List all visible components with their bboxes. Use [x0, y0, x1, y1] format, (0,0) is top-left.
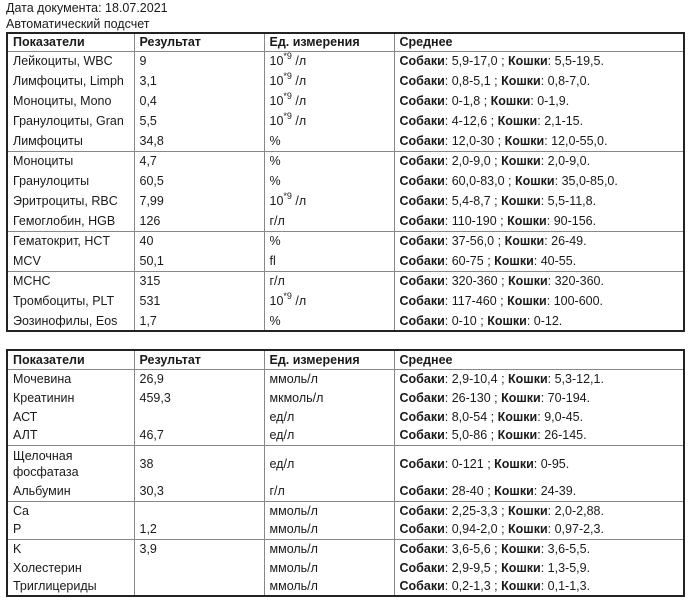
cats-label: Кошки	[508, 274, 548, 289]
unit-text: ммоль/л	[269, 541, 318, 556]
unit-cell	[264, 91, 394, 111]
unit-text: ммоль/л	[269, 522, 318, 537]
cats-label: Кошки	[490, 94, 531, 108]
unit-base: 10	[269, 74, 284, 88]
reference-range: Собаки: 8,0-54 ; Кошки: 9,0-45.	[399, 409, 584, 424]
cats-range: 24-39.	[540, 484, 577, 499]
dogs-label: Собаки	[399, 294, 445, 308]
dogs-label: Собаки	[399, 154, 445, 169]
table-row	[7, 171, 684, 191]
table-row	[7, 151, 684, 171]
cats-range: 5,5-11,8.	[547, 194, 597, 208]
result-value: 26,9	[134, 369, 264, 388]
dogs-range: 37-56,0	[451, 234, 495, 249]
unit-cell	[264, 51, 394, 71]
unit-cell	[264, 577, 394, 596]
table-row	[7, 407, 684, 426]
table-row	[7, 520, 684, 539]
reference-range: Собаки: 0,8-5,1 ; Кошки: 0,8-7,0.	[399, 74, 591, 88]
cats-range: 40-55.	[540, 253, 577, 268]
dogs-range: 2,0-9,0	[451, 154, 491, 169]
unit-cell	[264, 251, 394, 271]
dogs-label: Собаки	[399, 390, 445, 405]
cats-range: 100-600.	[553, 294, 604, 308]
table-row	[7, 71, 684, 91]
biochemistry-table	[6, 349, 685, 597]
table-row	[7, 501, 684, 520]
result-value	[134, 407, 264, 426]
result-value: 9	[134, 51, 264, 71]
dogs-label: Собаки	[399, 133, 445, 148]
cats-range: 2,0-9,0.	[547, 154, 591, 169]
unit-suffix: /л	[295, 194, 307, 208]
cats-range: 90-156.	[553, 213, 597, 228]
unit-text: ед/л	[269, 428, 295, 443]
reference-range: Собаки: 320-360 ; Кошки: 320-360.	[399, 274, 604, 289]
table-row	[7, 191, 684, 211]
table-row	[7, 51, 684, 71]
result-value: 126	[134, 211, 264, 231]
table-row	[7, 231, 684, 251]
dogs-label: Собаки	[399, 94, 445, 108]
result-value	[134, 577, 264, 596]
reference-range: Собаки: 12,0-30 ; Кошки: 12,0-55,0.	[394, 131, 684, 151]
cats-label: Кошки	[508, 522, 548, 537]
blood-count-table	[6, 32, 685, 332]
table-row	[7, 558, 684, 577]
unit-text: ммоль/л	[269, 560, 318, 575]
table-row	[7, 426, 684, 445]
indicator-name: Моноциты	[7, 151, 134, 171]
auto-count-label: Автоматический подсчет	[6, 17, 150, 31]
cats-range: 3,6-5,5.	[547, 541, 591, 556]
unit-base: 10	[269, 114, 284, 128]
dogs-label: Собаки	[399, 174, 445, 188]
cats-range: 0,97-2,3.	[554, 522, 604, 537]
cats-label: Кошки	[507, 294, 547, 308]
dogs-label: Собаки	[399, 274, 445, 289]
unit-cell	[264, 445, 394, 482]
dogs-label: Собаки	[399, 522, 445, 537]
cats-range: 0-12.	[533, 313, 563, 328]
unit-cell	[264, 191, 394, 211]
indicator-name: Креатинин	[7, 388, 134, 407]
unit-suffix: /л	[295, 54, 307, 69]
unit-suffix: /л	[295, 114, 307, 128]
col-header-reference: Среднее	[394, 33, 684, 51]
table-row	[7, 369, 684, 388]
unit-cell	[264, 171, 394, 191]
unit-text: ед/л	[269, 409, 295, 424]
dogs-label: Собаки	[399, 484, 445, 499]
unit-cell	[264, 388, 394, 407]
unit-suffix: /л	[295, 74, 307, 88]
indicator-name: MCV	[7, 251, 134, 271]
result-value: 4,7	[134, 151, 264, 171]
cats-range: 0,1-1,3.	[547, 579, 591, 593]
cats-label: Кошки	[508, 503, 548, 518]
result-value: 459,3	[134, 388, 264, 407]
unit-exponent: *9	[283, 290, 292, 301]
result-value: 531	[134, 291, 264, 311]
dogs-range: 0,2-1,3	[451, 579, 491, 593]
unit-exponent: *9	[283, 90, 292, 101]
result-value: 5,5	[134, 111, 264, 131]
unit-cell	[264, 291, 394, 311]
dogs-range: 4-12,6	[451, 114, 488, 128]
dogs-label: Собаки	[399, 234, 445, 249]
result-value: 46,7	[134, 426, 264, 445]
dogs-label: Собаки	[399, 503, 445, 518]
document-date: Дата документа: 18.07.2021	[6, 1, 168, 15]
unit-base: 10	[269, 194, 284, 208]
cats-range: 0-1,9.	[537, 94, 570, 108]
unit-text: ммоль/л	[269, 371, 318, 386]
cats-range: 0-95.	[540, 456, 570, 471]
indicator-name: Гранулоциты, Gran	[7, 111, 134, 131]
unit-text: г/л	[269, 484, 285, 499]
dogs-label: Собаки	[399, 213, 445, 228]
unit-base: 10	[269, 294, 284, 308]
table-row	[7, 311, 684, 331]
table-row	[7, 131, 684, 151]
table-row	[7, 211, 684, 231]
result-value: 1,2	[134, 520, 264, 539]
unit-cell	[264, 501, 394, 520]
reference-range: Собаки: 5,0-86 ; Кошки: 26-145.	[394, 426, 684, 445]
indicator-name: Триглицериды	[7, 577, 134, 596]
unit-suffix: /л	[295, 294, 307, 308]
cats-range: 35,0-85,0.	[561, 174, 618, 188]
dogs-label: Собаки	[399, 253, 445, 268]
dogs-range: 12,0-30	[451, 133, 495, 148]
dogs-label: Собаки	[399, 456, 445, 471]
col-header-reference: Среднее	[394, 350, 684, 369]
reference-range: Собаки: 3,6-5,6 ; Кошки: 3,6-5,5.	[399, 541, 591, 556]
unit-cell	[264, 211, 394, 231]
unit-cell	[264, 426, 394, 445]
unit-exponent: *9	[283, 51, 292, 62]
reference-range: Собаки: 5,9-17,0 ; Кошки: 5,5-19,5.	[399, 54, 604, 69]
table-row	[7, 482, 684, 501]
indicator-name: Щелочная фосфатаза	[7, 445, 134, 482]
dogs-range: 320-360	[451, 274, 498, 289]
reference-range: Собаки: 110-190 ; Кошки: 90-156.	[394, 211, 684, 231]
col-header-unit: Ед. измерения	[264, 33, 394, 51]
indicator-name: Моноциты, Mono	[7, 91, 134, 111]
reference-range: Собаки: 0-10 ; Кошки: 0-12.	[399, 313, 563, 328]
unit-text: г/л	[269, 213, 285, 228]
unit-text: г/л	[269, 274, 285, 289]
indicator-name: Холестерин	[7, 558, 134, 577]
unit-cell	[264, 482, 394, 501]
result-value: 40	[134, 231, 264, 251]
reference-range: Собаки: 2,0-9,0 ; Кошки: 2,0-9,0.	[399, 154, 591, 169]
unit-cell	[264, 520, 394, 539]
reference-range: Собаки: 0,94-2,0 ; Кошки: 0,97-2,3.	[394, 520, 684, 539]
dogs-range: 60,0-83,0	[451, 174, 505, 188]
indicator-name: Эритроциты, RBC	[7, 191, 134, 211]
cats-range: 26-145.	[544, 428, 587, 443]
table-row	[7, 291, 684, 311]
reference-range: Собаки: 37-56,0 ; Кошки: 26-49.	[399, 234, 587, 249]
cats-label: Кошки	[501, 154, 541, 169]
unit-text: %	[269, 313, 281, 328]
unit-text: ед/л	[269, 456, 295, 471]
unit-exponent: *9	[283, 190, 292, 201]
cats-range: 2,1-15.	[544, 114, 584, 128]
table-row	[7, 91, 684, 111]
cats-label: Кошки	[494, 484, 534, 499]
reference-range: Собаки: 0-121 ; Кошки: 0-95.	[399, 456, 570, 471]
reference-range: Собаки: 2,9-10,4 ; Кошки: 5,3-12,1.	[399, 371, 604, 386]
dogs-label: Собаки	[399, 541, 445, 556]
unit-text: мкмоль/л	[269, 390, 324, 405]
unit-cell	[264, 539, 394, 558]
unit-text: ммоль/л	[269, 579, 318, 593]
result-value: 7,99	[134, 191, 264, 211]
table-row	[7, 251, 684, 271]
indicator-name: АЛТ	[7, 426, 134, 445]
result-value	[134, 501, 264, 520]
unit-cell	[264, 131, 394, 151]
indicator-name: Гематокрит, HCT	[7, 231, 134, 251]
cats-range: 320-360.	[554, 274, 604, 289]
dogs-label: Собаки	[399, 74, 445, 88]
dogs-label: Собаки	[399, 54, 445, 69]
cats-label: Кошки	[501, 74, 541, 88]
cats-range: 12,0-55,0.	[551, 133, 608, 148]
dogs-range: 5,0-86	[451, 428, 488, 443]
reference-range: Собаки: 0-1,8 ; Кошки: 0-1,9.	[399, 94, 570, 108]
table-row	[7, 388, 684, 407]
dogs-range: 26-130	[451, 390, 491, 405]
result-value: 3,9	[134, 539, 264, 558]
unit-base: 10	[269, 94, 284, 108]
unit-cell	[264, 369, 394, 388]
cats-label: Кошки	[501, 541, 541, 556]
cats-label: Кошки	[504, 133, 545, 148]
dogs-label: Собаки	[399, 313, 445, 328]
indicator-name: Лейкоциты, WBC	[7, 51, 134, 71]
unit-exponent: *9	[283, 70, 292, 81]
indicator-name: Гранулоциты	[7, 171, 134, 191]
dogs-label: Собаки	[399, 560, 445, 575]
cats-label: Кошки	[494, 456, 534, 471]
result-value: 38	[134, 445, 264, 482]
dogs-range: 0-10	[451, 313, 477, 328]
cats-range: 2,0-2,88.	[554, 503, 604, 518]
result-value: 30,3	[134, 482, 264, 501]
cats-label: Кошки	[507, 213, 547, 228]
dogs-range: 110-190	[451, 213, 497, 228]
cats-label: Кошки	[501, 579, 541, 593]
table-row	[7, 111, 684, 131]
indicator-name: Гемоглобин, HGB	[7, 211, 134, 231]
table-row	[7, 577, 684, 596]
dogs-range: 5,4-8,7	[451, 194, 491, 208]
col-header-result: Результат	[134, 33, 264, 51]
reference-range: Собаки: 0,2-1,3 ; Кошки: 0,1-1,3.	[399, 579, 591, 593]
dogs-range: 60-75	[451, 253, 484, 268]
dogs-range: 2,9-10,4	[451, 371, 498, 386]
reference-range: Собаки: 2,9-9,5 ; Кошки: 1,3-5,9.	[399, 560, 591, 575]
dogs-range: 3,6-5,6	[451, 541, 491, 556]
cats-range: 5,3-12,1.	[554, 371, 604, 386]
dogs-label: Собаки	[399, 371, 445, 386]
cats-label: Кошки	[497, 409, 538, 424]
indicator-name: Лимфоциты, Limph	[7, 71, 134, 91]
col-header-result: Результат	[134, 350, 264, 369]
dogs-range: 2,25-3,3	[451, 503, 498, 518]
result-value: 0,4	[134, 91, 264, 111]
dogs-label: Собаки	[399, 114, 445, 128]
indicator-name: MCHC	[7, 271, 134, 291]
cats-range: 26-49.	[551, 234, 587, 249]
cats-label: Кошки	[508, 371, 548, 386]
cats-label: Кошки	[501, 390, 541, 405]
result-value: 1,7	[134, 311, 264, 331]
unit-text: ммоль/л	[269, 503, 318, 518]
cats-label: Кошки	[497, 428, 538, 443]
dogs-range: 0-1,8	[451, 94, 481, 108]
unit-text: %	[269, 174, 281, 188]
indicator-name: K	[7, 539, 134, 558]
indicator-name: P	[7, 520, 134, 539]
cats-label: Кошки	[494, 253, 534, 268]
dogs-range: 5,9-17,0	[451, 54, 498, 69]
indicator-name: Ca	[7, 501, 134, 520]
reference-range: Собаки: 4-12,6 ; Кошки: 2,1-15.	[399, 114, 584, 128]
table-row	[7, 445, 684, 482]
result-value: 315	[134, 271, 264, 291]
cats-range: 9,0-45.	[544, 409, 584, 424]
unit-exponent: *9	[283, 110, 292, 121]
cats-label: Кошки	[501, 194, 541, 208]
cats-label: Кошки	[514, 174, 555, 188]
unit-suffix: /л	[295, 94, 307, 108]
reference-range: Собаки: 117-460 ; Кошки: 100-600.	[399, 294, 604, 308]
dogs-range: 0-121	[451, 456, 484, 471]
unit-cell	[264, 71, 394, 91]
unit-text: %	[269, 133, 281, 148]
table-row	[7, 539, 684, 558]
dogs-label: Собаки	[399, 194, 445, 208]
cats-range: 5,5-19,5.	[554, 54, 604, 69]
col-header-indicator: Показатели	[7, 350, 134, 369]
dogs-range: 28-40	[451, 484, 484, 499]
cats-range: 0,8-7,0.	[547, 74, 591, 88]
indicator-name: Мочевина	[7, 369, 134, 388]
indicator-name: АСТ	[7, 407, 134, 426]
unit-text: fl	[269, 253, 276, 268]
reference-range: Собаки: 60-75 ; Кошки: 40-55.	[394, 251, 684, 271]
cats-range: 1,3-5,9.	[547, 560, 591, 575]
cats-range: 70-194.	[547, 390, 591, 405]
reference-range: Собаки: 60,0-83,0 ; Кошки: 35,0-85,0.	[399, 174, 618, 188]
result-value: 34,8	[134, 131, 264, 151]
cats-label: Кошки	[504, 234, 545, 249]
indicator-name: Лимфоциты	[7, 131, 134, 151]
col-header-indicator: Показатели	[7, 33, 134, 51]
dogs-range: 0,8-5,1	[451, 74, 491, 88]
unit-base: 10	[269, 54, 284, 69]
dogs-label: Собаки	[399, 428, 445, 443]
dogs-range: 0,94-2,0	[451, 522, 498, 537]
reference-range: Собаки: 5,4-8,7 ; Кошки: 5,5-11,8.	[399, 194, 597, 208]
indicator-name: Альбумин	[7, 482, 134, 501]
cats-label: Кошки	[497, 114, 538, 128]
result-value: 60,5	[134, 171, 264, 191]
unit-cell	[264, 231, 394, 251]
dogs-range: 117-460	[451, 294, 497, 308]
dogs-label: Собаки	[399, 579, 445, 593]
unit-text: %	[269, 154, 281, 169]
unit-cell	[264, 558, 394, 577]
reference-range: Собаки: 28-40 ; Кошки: 24-39.	[394, 482, 684, 501]
unit-cell	[264, 111, 394, 131]
result-value: 3,1	[134, 71, 264, 91]
cats-label: Кошки	[501, 560, 541, 575]
cats-label: Кошки	[508, 54, 548, 69]
unit-text: %	[269, 234, 281, 249]
table-row	[7, 271, 684, 291]
unit-cell	[264, 151, 394, 171]
col-header-unit: Ед. измерения	[264, 350, 394, 369]
dogs-label: Собаки	[399, 409, 445, 424]
unit-cell	[264, 311, 394, 331]
reference-range: Собаки: 2,25-3,3 ; Кошки: 2,0-2,88.	[399, 503, 604, 518]
result-value	[134, 558, 264, 577]
indicator-name: Эозинофилы, Eos	[7, 311, 134, 331]
unit-cell	[264, 407, 394, 426]
indicator-name: Тромбоциты, PLT	[7, 291, 134, 311]
result-value: 50,1	[134, 251, 264, 271]
reference-range: Собаки: 26-130 ; Кошки: 70-194.	[399, 390, 591, 405]
dogs-range: 8,0-54	[451, 409, 488, 424]
cats-label: Кошки	[487, 313, 527, 328]
unit-cell	[264, 271, 394, 291]
dogs-range: 2,9-9,5	[451, 560, 491, 575]
